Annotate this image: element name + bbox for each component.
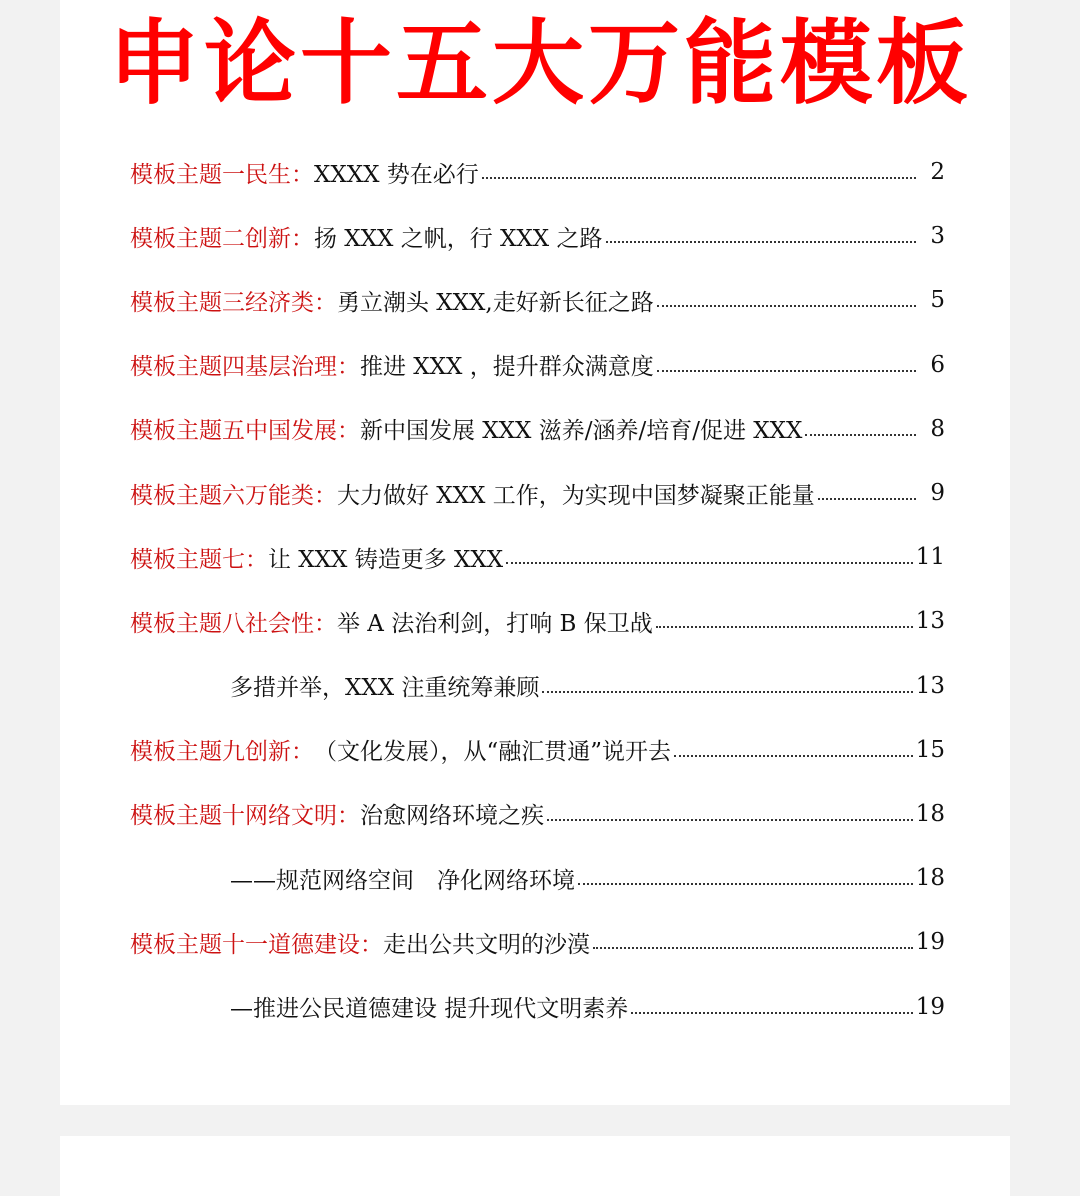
toc-page-number: 11 [915,544,945,571]
toc-page-number: 19 [915,993,945,1020]
toc-entry-title: XXXX 势在必行 [314,161,479,188]
toc-entry[interactable] [130,397,945,461]
toc-entry-label: 模板主题六万能类： [130,482,337,509]
toc-page-number: 3 [930,223,945,250]
toc-entry-title: （文化发展），从“融汇贯通”说开去 [314,739,672,766]
toc-entry-title: 勇立潮头 XXX,走好新长征之路 [337,289,654,316]
toc-entry-title: 让 XXX 铸造更多 XXX [268,546,504,573]
toc-entry-title: —推进公民道德建设 提升现代文明素养 [230,996,629,1023]
toc-entry-label: 模板主题五中国发展： [130,418,360,445]
next-document-page [60,1136,1010,1196]
toc-entry-title: 大力做好 XXX 工作，为实现中国梦凝聚正能量 [337,482,815,509]
toc-entry[interactable] [130,910,945,974]
toc-page-number: 18 [915,800,945,827]
toc-entry-label: 模板主题二创新： [130,225,314,252]
toc-dot-leader [482,177,916,179]
toc-page-number: 9 [930,480,945,507]
toc-page-number: 2 [930,159,945,186]
toc-entry-title: 多措并举，XXX 注重统筹兼顾 [230,675,540,702]
toc-entry[interactable] [130,140,945,204]
toc-entry[interactable] [130,654,945,718]
toc-entry-title: 举 A 法治利剑，打响 B 保卫战 [337,610,653,637]
toc-dot-leader [542,691,912,693]
toc-entry[interactable] [130,268,945,332]
toc-entry-label: 模板主题九创新： [130,739,314,766]
toc-dot-leader [656,626,913,628]
toc-dot-leader [657,370,916,372]
toc-entry[interactable] [130,525,945,589]
toc-entry-label: 模板主题十一道德建设： [130,931,383,958]
toc-entry-label: 模板主题一民生： [130,161,314,188]
toc-page-number: 15 [915,736,945,763]
toc-entry-title: 推进 XXX ，提升群众满意度 [360,354,654,381]
toc-page-number: 5 [930,287,945,314]
toc-dot-leader [593,947,913,949]
toc-entry-title: 治愈网络环境之疾 [360,803,544,830]
toc-entry[interactable] [130,461,945,525]
toc-page-number: 6 [930,351,945,378]
toc-entry[interactable] [130,204,945,268]
toc-page-number: 19 [915,929,945,956]
toc-entry-label: 模板主题七： [130,546,268,573]
toc-dot-leader [657,305,916,307]
toc-dot-leader [506,562,913,564]
toc-dot-leader [818,498,916,500]
toc-page-number: 13 [915,672,945,699]
toc-entry-title: 走出公共文明的沙漠 [383,931,590,958]
toc-dot-leader [805,434,916,436]
toc-dot-leader [606,241,917,243]
toc-page-number: 18 [915,865,945,892]
toc-entry[interactable] [130,974,945,1038]
toc-entry-label: 模板主题八社会性： [130,610,337,637]
toc-entry-label: 模板主题三经济类： [130,289,337,316]
toc-dot-leader [631,1012,912,1014]
toc-dot-leader [674,755,913,757]
toc-entry[interactable] [130,782,945,846]
toc-entry[interactable] [130,333,945,397]
toc-dot-leader [547,819,913,821]
toc-entry-title: 扬 XXX 之帆，行 XXX 之路 [314,225,603,252]
toc-entry[interactable] [130,846,945,910]
toc-entry[interactable] [130,718,945,782]
toc-entry-label: 模板主题四基层治理： [130,354,360,381]
toc-entry-title: ——规范网络空间 净化网络环境 [230,867,575,894]
toc-entry-label: 模板主题十网络文明： [130,803,360,830]
toc-page-number: 8 [930,415,945,442]
toc-entry[interactable] [130,589,945,653]
table-of-contents [130,140,945,1039]
toc-page-number: 13 [915,608,945,635]
toc-entry-title: 新中国发展 XXX 滋养/涵养/培育/促进 XXX [360,418,803,445]
document-title: 申论十五大万能模板 [107,10,972,117]
toc-dot-leader [578,883,913,885]
